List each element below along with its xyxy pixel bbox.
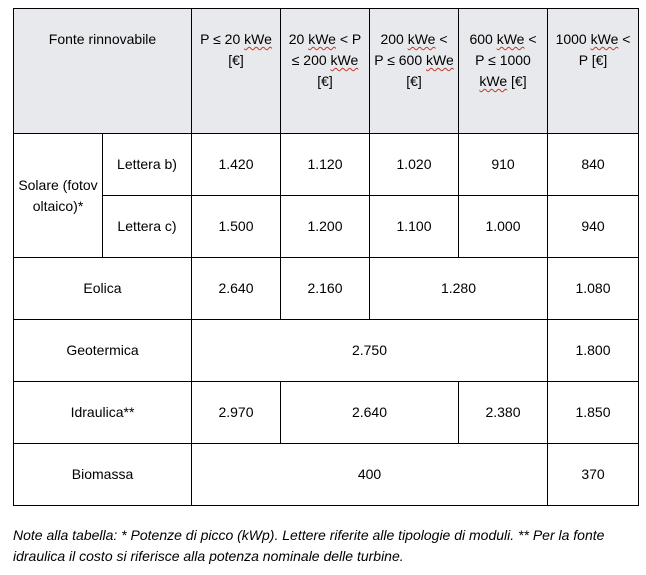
table-cell: 2.750 [192,320,548,382]
table-row [14,320,639,382]
table-cell: 2.640 [281,382,459,444]
table-cell: 910 [459,134,548,196]
header-row [14,9,639,134]
table-row [14,134,639,196]
table-cell: 1.100 [370,196,459,258]
table-row [14,258,639,320]
table-note: Note alla tabella: * Potenze di picco (kWp). Lettere riferite alle tipologie di moduli. ** Per la fonte idraulica il costo si riferisce alla potenza nominale delle turbine. [13,527,605,564]
table-cell: 940 [548,196,639,258]
header-col-2: 20 kWe < P ≤ 200 kWe [€] [281,9,370,134]
header-col-5: 1000 kWe < P [€] [548,9,639,134]
table-row [14,444,639,506]
row-sublabel: Lettera b) [103,134,192,196]
table-row [14,382,639,444]
cost-table [13,8,639,506]
table-cell: 2.160 [281,258,370,320]
table-cell: 840 [548,134,639,196]
table-cell: 1.120 [281,134,370,196]
header-col-3: 200 kWe < P ≤ 600 kWe [€] [370,9,459,134]
table-cell: 1.420 [192,134,281,196]
table-cell: 1.080 [548,258,639,320]
table-cell: 1.000 [459,196,548,258]
table-cell: 1.200 [281,196,370,258]
table-cell: 2.380 [459,382,548,444]
table-cell: 1.500 [192,196,281,258]
table-cell: 1.280 [370,258,548,320]
row-label-eolica: Eolica [14,258,192,320]
table-cell: 1.800 [548,320,639,382]
row-label-geotermica: Geotermica [14,320,192,382]
row-sublabel: Lettera c) [103,196,192,258]
row-label-solare: Solare (fotovoltaico)* [14,134,103,258]
header-fonte: Fonte rinnovabile [14,9,192,134]
header-col-4: 600 kWe < P ≤ 1000 kWe [€] [459,9,548,134]
row-label-biomassa: Biomassa [14,444,192,506]
table-cell: 1.850 [548,382,639,444]
header-col-1: P ≤ 20 kWe [€] [192,9,281,134]
table-cell: 2.970 [192,382,281,444]
table-cell: 1.020 [370,134,459,196]
table-row [14,196,639,258]
row-label-idraulica: Idraulica** [14,382,192,444]
table-cell: 400 [192,444,548,506]
table-cell: 370 [548,444,639,506]
table-cell: 2.640 [192,258,281,320]
